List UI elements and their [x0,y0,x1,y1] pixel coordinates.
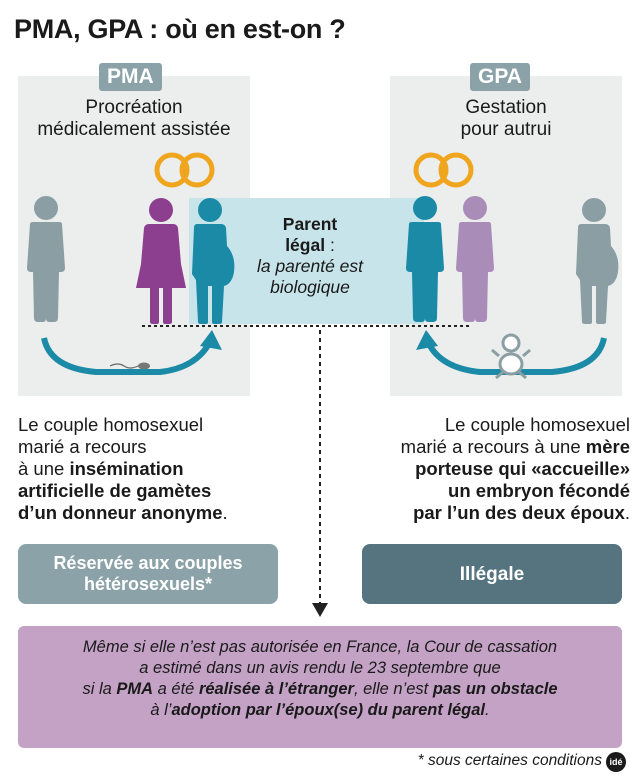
gpa-desc-line2: marié a recours à une [400,436,586,457]
pma-badge: PMA [99,63,162,91]
pma-status-line1: Réservée aux couples [53,553,243,573]
gpa-desc-line2-bold: mère [585,436,630,457]
note-line3-c: a été [153,680,199,698]
gpa-desc-line5-bold: par l’un des deux époux [413,502,625,523]
man-teal-icon [406,196,444,322]
cassation-note [18,626,622,748]
note-line3-e: , elle n’est [353,680,433,698]
center-colon: : [325,235,335,255]
pma-description [18,414,278,524]
note-line3-d: réalisée à l’étranger [198,680,354,698]
pma-status-badge [18,544,278,604]
ide-logo: idé [606,752,626,772]
pma-desc-line5: . [222,502,228,523]
center-bold-1: Parent [282,214,338,234]
pma-desc-line2: marié a recours [18,436,147,457]
gpa-badge: GPA [470,63,530,91]
center-italic-2: biologique [270,277,350,297]
note-line3-b: PMA [116,680,154,698]
wedding-rings-icon-gpa [416,155,471,185]
pregnant-woman-teal-icon [192,198,234,324]
gpa-subtitle-line2: pour autrui [460,119,552,140]
page-title: PMA, GPA : où en est-on ? [14,14,346,44]
gpa-description [340,414,630,524]
pma-subtitle-line1: Procréation [85,97,183,118]
donor-man-icon [27,196,65,322]
pma-status-line2: hétérosexuels* [83,574,213,594]
gpa-subtitle-line1: Gestation [465,97,547,118]
note-line4-b: adoption par l’époux(se) du parent légal [171,701,486,719]
note-line2: a estimé dans un avis rendu le 23 septembre que [139,659,501,677]
gpa-desc-line5: . [624,502,630,523]
pma-desc-line3: à une [18,458,70,479]
man-light-purple-icon [456,196,494,322]
note-line3-f: pas un obstacle [432,680,558,698]
note-line4-c: . [485,701,490,719]
gpa-desc-line4-bold: un embryon fécondé [448,480,630,501]
note-line1: Même si elle n’est pas autorisée en France, la Cour de cassation [82,638,558,656]
sperm-icon [110,363,150,370]
pma-desc-line3-bold: insémination [69,458,184,479]
gpa-desc-line3-bold: porteuse qui «accueille» [415,458,630,479]
pma-desc-line4-bold: artificielle de gamètes [18,480,212,501]
note-line4-a: à l’ [150,701,172,719]
surrogate-pregnant-woman-icon [576,198,618,324]
parent-legal-text [235,214,385,298]
pma-subtitle-line2: médicalement assistée [37,119,231,140]
footnote: * sous certaines conditions [417,752,602,769]
center-bold-2: légal [285,235,326,255]
wedding-rings-icon-pma [157,155,212,185]
down-arrow-icon [312,603,328,617]
pma-desc-line1: Le couple homosexuel [18,414,204,435]
note-line3-a: si la [82,680,117,698]
gpa-desc-line1: Le couple homosexuel [444,414,630,435]
woman-purple-icon [136,198,186,324]
gpa-status-badge: Illégale [362,544,622,604]
insemination-arrow [44,330,222,372]
center-italic-1: la parenté est [256,256,364,276]
pma-desc-line5-bold: d’un donneur anonyme [18,502,223,523]
